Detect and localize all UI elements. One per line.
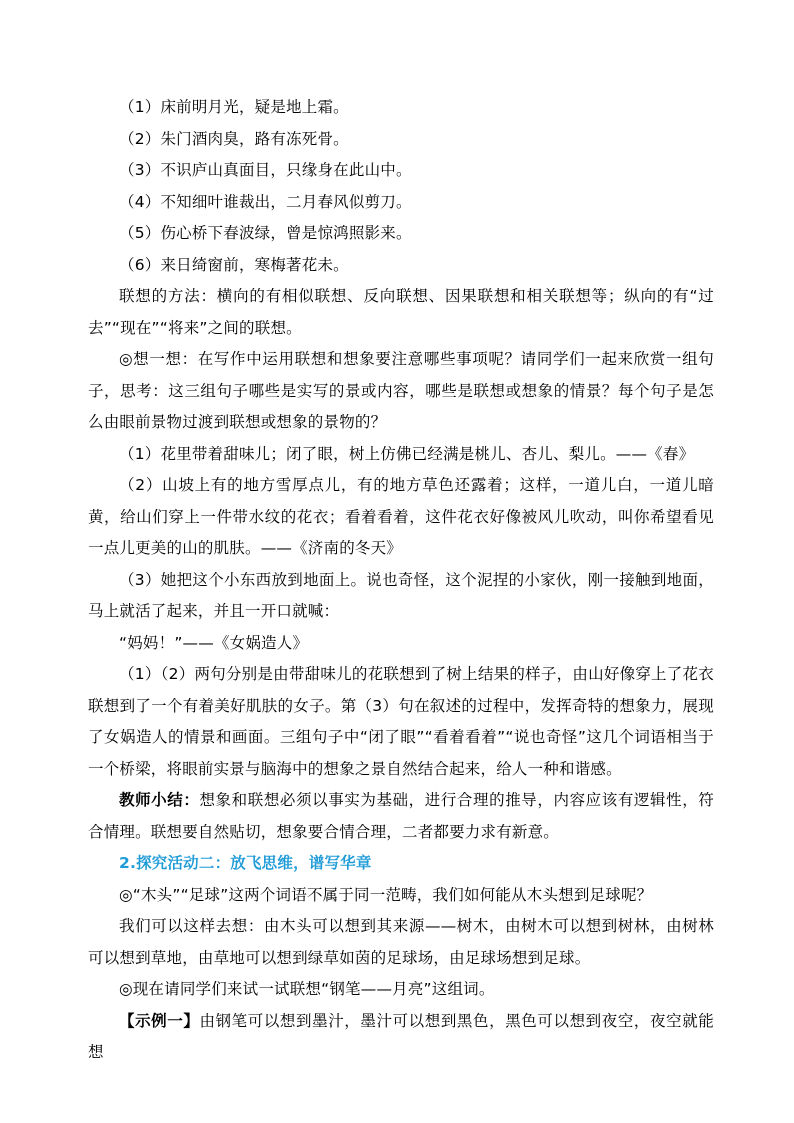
- example-1-text: 由钢笔可以想到墨汁，墨汁可以想到黑色，黑色可以想到夜空，夜空就能想: [88, 1011, 714, 1061]
- example-sentence-2: （2）山坡上有的地方雪厚点儿，有的地方草色还露着；这样，一道儿白，一道儿暗黄，给山们穿上一件带水纹的花衣；看着看着，这件花衣好像被风儿吹动，叫你希望看见一点儿更美的山的肌肤。——《济南的冬天》: [88, 476, 714, 557]
- document-body: [88, 92, 714, 1069]
- poem-line-6: （6）来日绮窗前，寒梅著花未。: [119, 255, 349, 274]
- association-methods-paragraph: 联想的方法：横向的有相似联想、反向联想、因果联想和相关联想等；纵向的有“过去”“现在”“将来”之间的联想。: [88, 287, 714, 337]
- poem-line-1: （1）床前明月光，疑是地上霜。: [119, 98, 349, 116]
- activity-2-answer-1: 我们可以这样去想：由木头可以想到其来源——树木，由树木可以想到树林，由树林可以想到草地，由草地可以想到绿草如茵的足球场，由足球场想到足球。: [88, 917, 714, 967]
- example-sentence-3: （3）她把这个小东西放到地面上。说也奇怪，这个泥捏的小家伙，刚一接触到地面，马上就活了起来，并且一开口就喊：: [88, 570, 714, 620]
- teacher-summary-text: 想象和联想必须以事实为基础，进行合理的推导，内容应该有逻辑性，符合情理。联想要自然贴切，想象要合情合理，二者都要力求有新意。: [88, 791, 714, 841]
- example-sentence-1: （1）花里带着甜味儿；闭了眼，树上仿佛已经满是桃儿、杏儿、梨儿。——《春》: [119, 444, 695, 463]
- activity-2-question-2: ◎现在请同学们来试一试联想“钢笔——月亮”这组词。: [119, 980, 495, 998]
- activity-2-question-1: ◎“木头”“足球”这两个词语不属于同一范畴，我们如何能从木头想到足球呢？: [119, 885, 653, 904]
- poem-line-2: （2）朱门酒肉臭，路有冻死骨。: [119, 129, 349, 148]
- example-1-paragraph: [88, 1006, 714, 1069]
- poem-line-5: （5）伤心桥下春波绿，曾是惊鸿照影来。: [119, 224, 412, 242]
- poem-line-3: （3）不识庐山真面目，只缘身在此山中。: [119, 161, 412, 179]
- example-1-label: 【示例一】: [119, 1011, 200, 1030]
- teacher-summary-label: 教师小结：: [119, 791, 200, 809]
- think-prompt-paragraph: ◎想一想：在写作中运用联想和想象要注意哪些事项呢？请同学们一起来欣赏一组句子，思考：这三组句子哪些是实写的景或内容，哪些是联想或想象的情景？每个句子是怎么由眼前景物过渡到联想或想象的景物的？: [88, 350, 714, 431]
- poem-line-4: （4）不知细叶谁裁出，二月春风似剪刀。: [119, 192, 412, 211]
- example-sentence-3-quote: “妈妈！”——《女娲造人》: [119, 633, 309, 652]
- activity-2-heading: 2.探究活动二：放飞思维，谱写华章: [119, 854, 372, 872]
- analysis-paragraph: （1）（2）两句分别是由带甜味儿的花联想到了树上结果的样子，由山好像穿上了花衣联想到了一个有着美好肌肤的女子。第（3）句在叙述的过程中，发挥奇特的想象力，展现了女娲造人的情景和画面。三组句子中“闭了眼”“看着看着”“说也奇怪”这几个词语相当于一个桥梁，将眼前实景与脑海中的想象之景自然结合起来，给人一种和谐感。: [88, 665, 714, 778]
- teacher-summary-paragraph: [88, 785, 714, 848]
